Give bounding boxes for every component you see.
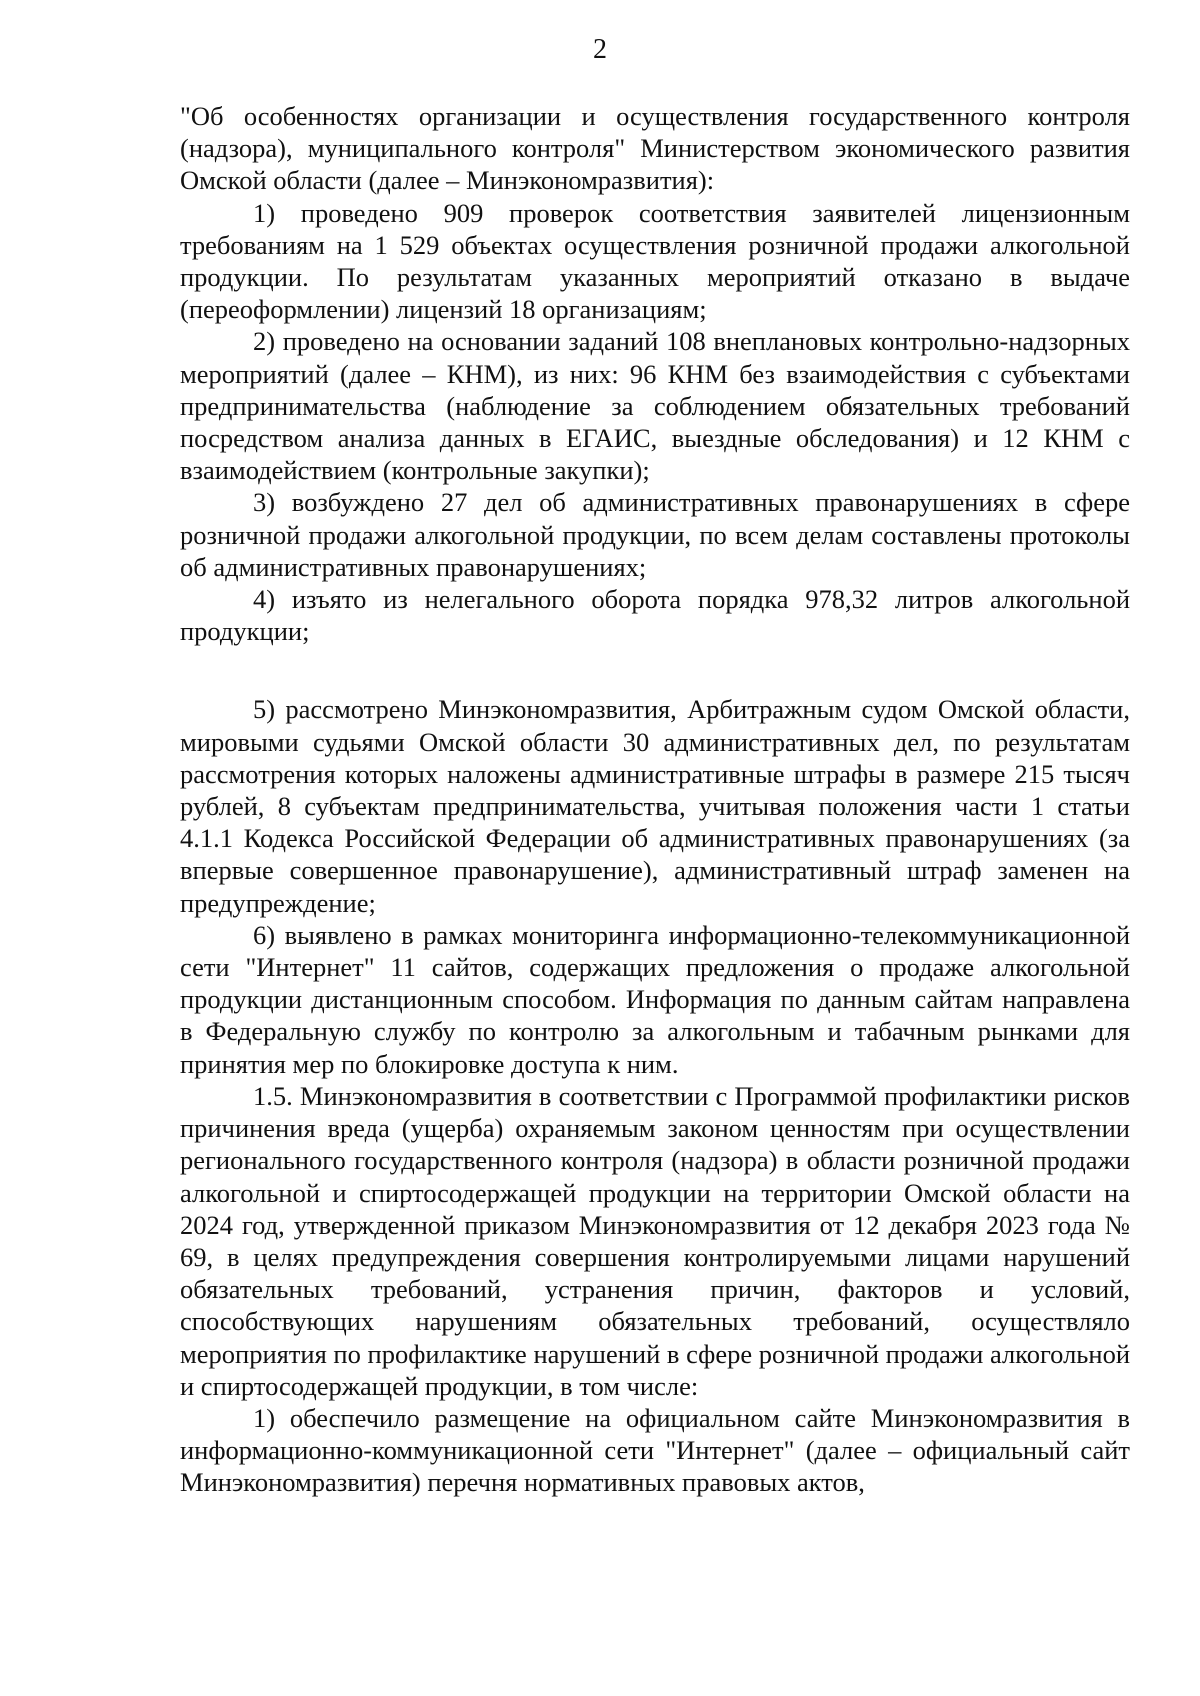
paragraph-item-3-administrative-cases: 3) возбуждено 27 дел об административных правонарушениях в сфере розничной продажи алкогольной продукции, по всем делам составлены протоколы об административных правонарушениях; — [180, 487, 1130, 582]
page-number: 2 — [593, 34, 607, 65]
paragraph-item-5-fines: 5) рассмотрено Минэкономразвития, Арбитражным судом Омской области, мировыми судьями Омской области 30 административных дел, по результатам рассмотрения которых наложены административные штрафы в размере 215 тысяч рублей, 8 субъектам предпринимательства, учитывая положения части 1 статьи 4.1.1 Кодекса Российской Федерации об административных правонарушениях (за впервые совершенное правонарушение), административный штраф заменен на предупреждение; — [180, 694, 1130, 918]
paragraph-prevention-item-1: 1) обеспечило размещение на официальном сайте Минэкономразвития в информационно-коммуникационной сети "Интернет" (далее – официальный сайт Минэкономразвития) перечня нормативных правовых актов, — [180, 1402, 1130, 1498]
paragraph-item-6-websites: 6) выявлено в рамках мониторинга информационно-телекоммуникационной сети "Интернет" 11 сайтов, содержащих предложения о продаже алкогольной продукции дистанционным способом. Информация по данным сайтам направлена в Федеральную службу по контролю за алкогольным и табачным рынками для принятия мер по блокировке доступа к ним. — [180, 919, 1130, 1079]
paragraph-section-1-5-prevention: 1.5. Минэкономразвития в соответствии с Программой профилактики рисков причинения вреда (ущерба) охраняемым законом ценностям при осуществлении регионального государственного контроля (надзора) в области розничной продажи алкогольной и спиртосодержащей продукции на территории Омской области на 2024 год, утвержденной приказом Минэкономразвития от 12 декабря 2023 года № 69, в целях предупреждения совершения контролируемыми лицами нарушений обязательных требований, устранения причин, факторов и условий, способствующих нарушениям обязательных требований, осуществляло мероприятия по профилактике нарушений в сфере розничной продажи алкогольной и спиртосодержащей продукции, в том числе: — [180, 1080, 1130, 1401]
paragraph-intro-continuation: "Об особенностях организации и осуществления государственного контроля (надзора), муниципального контроля" Министерством экономического развития Омской области (далее – Минэкономразвития): — [180, 101, 1130, 196]
paragraph-spacer — [180, 647, 1130, 693]
paragraph-item-1-license-checks: 1) проведено 909 проверок соответствия заявителей лицензионным требованиям на 1 529 объектах осуществления розничной продажи алкогольной продукции. По результатам указанных мероприятий отказано в выдаче (переоформлении) лицензий 18 организациям; — [180, 197, 1130, 325]
document-body — [180, 100, 1130, 1499]
paragraph-item-2-unscheduled-inspections: 2) проведено на основании заданий 108 внеплановых контрольно-надзорных мероприятий (далее – КНМ), из них: 96 КНМ без взаимодействия с субъектами предпринимательства (наблюдение за соблюдением обязательных требований посредством анализа данных в ЕГАИС, выездные обследования) и 12 КНМ с взаимодействием (контрольные закупки); — [180, 326, 1130, 486]
paragraph-item-4-seized-alcohol: 4) изъято из нелегального оборота порядка 978,32 литров алкогольной продукции; — [180, 584, 1130, 647]
